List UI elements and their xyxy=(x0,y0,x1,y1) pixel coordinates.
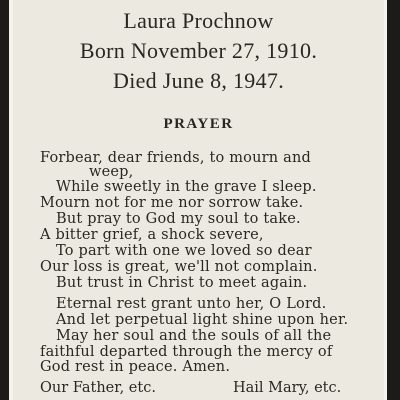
prayer-line: God rest in peace. Amen. xyxy=(40,359,231,375)
card-border-inner-left xyxy=(9,0,13,400)
card-border-right xyxy=(387,0,400,400)
prayer-line: Eternal rest grant unto her, O Lord. xyxy=(56,296,327,312)
prayer-line: And let perpetual light shine upon her. xyxy=(56,312,349,328)
death-date: Died June 8, 1947. xyxy=(113,68,284,93)
closing-our-father: Our Father, etc. xyxy=(40,380,156,396)
closing-hail-mary: Hail Mary, etc. xyxy=(233,380,342,396)
prayer-line: But trust in Christ to meet again. xyxy=(56,275,308,291)
prayer-line: faithful departed through the mercy of xyxy=(40,344,333,360)
deceased-name: Laura Prochnow xyxy=(123,8,274,33)
prayer-line: weep, xyxy=(89,164,134,180)
prayer-line: While sweetly in the grave I sleep. xyxy=(56,179,317,195)
prayer-line: But pray to God my soul to take. xyxy=(56,211,301,227)
prayer-title: PRAYER xyxy=(163,116,234,132)
prayer-line: Forbear, dear friends, to mourn and xyxy=(40,150,311,166)
card-border-left xyxy=(0,0,9,400)
card-border-inner-right xyxy=(384,0,387,400)
prayer-line: Mourn not for me nor sorrow take. xyxy=(40,195,304,211)
prayer-line: Our loss is great, we'll not complain. xyxy=(40,259,318,275)
prayer-line: To part with one we loved so dear xyxy=(56,243,312,259)
prayer-line: A bitter grief, a shock severe, xyxy=(40,227,264,243)
prayer-line: May her soul and the souls of all the xyxy=(56,328,332,344)
card-content xyxy=(16,0,381,400)
birth-date: Born November 27, 1910. xyxy=(79,38,318,63)
